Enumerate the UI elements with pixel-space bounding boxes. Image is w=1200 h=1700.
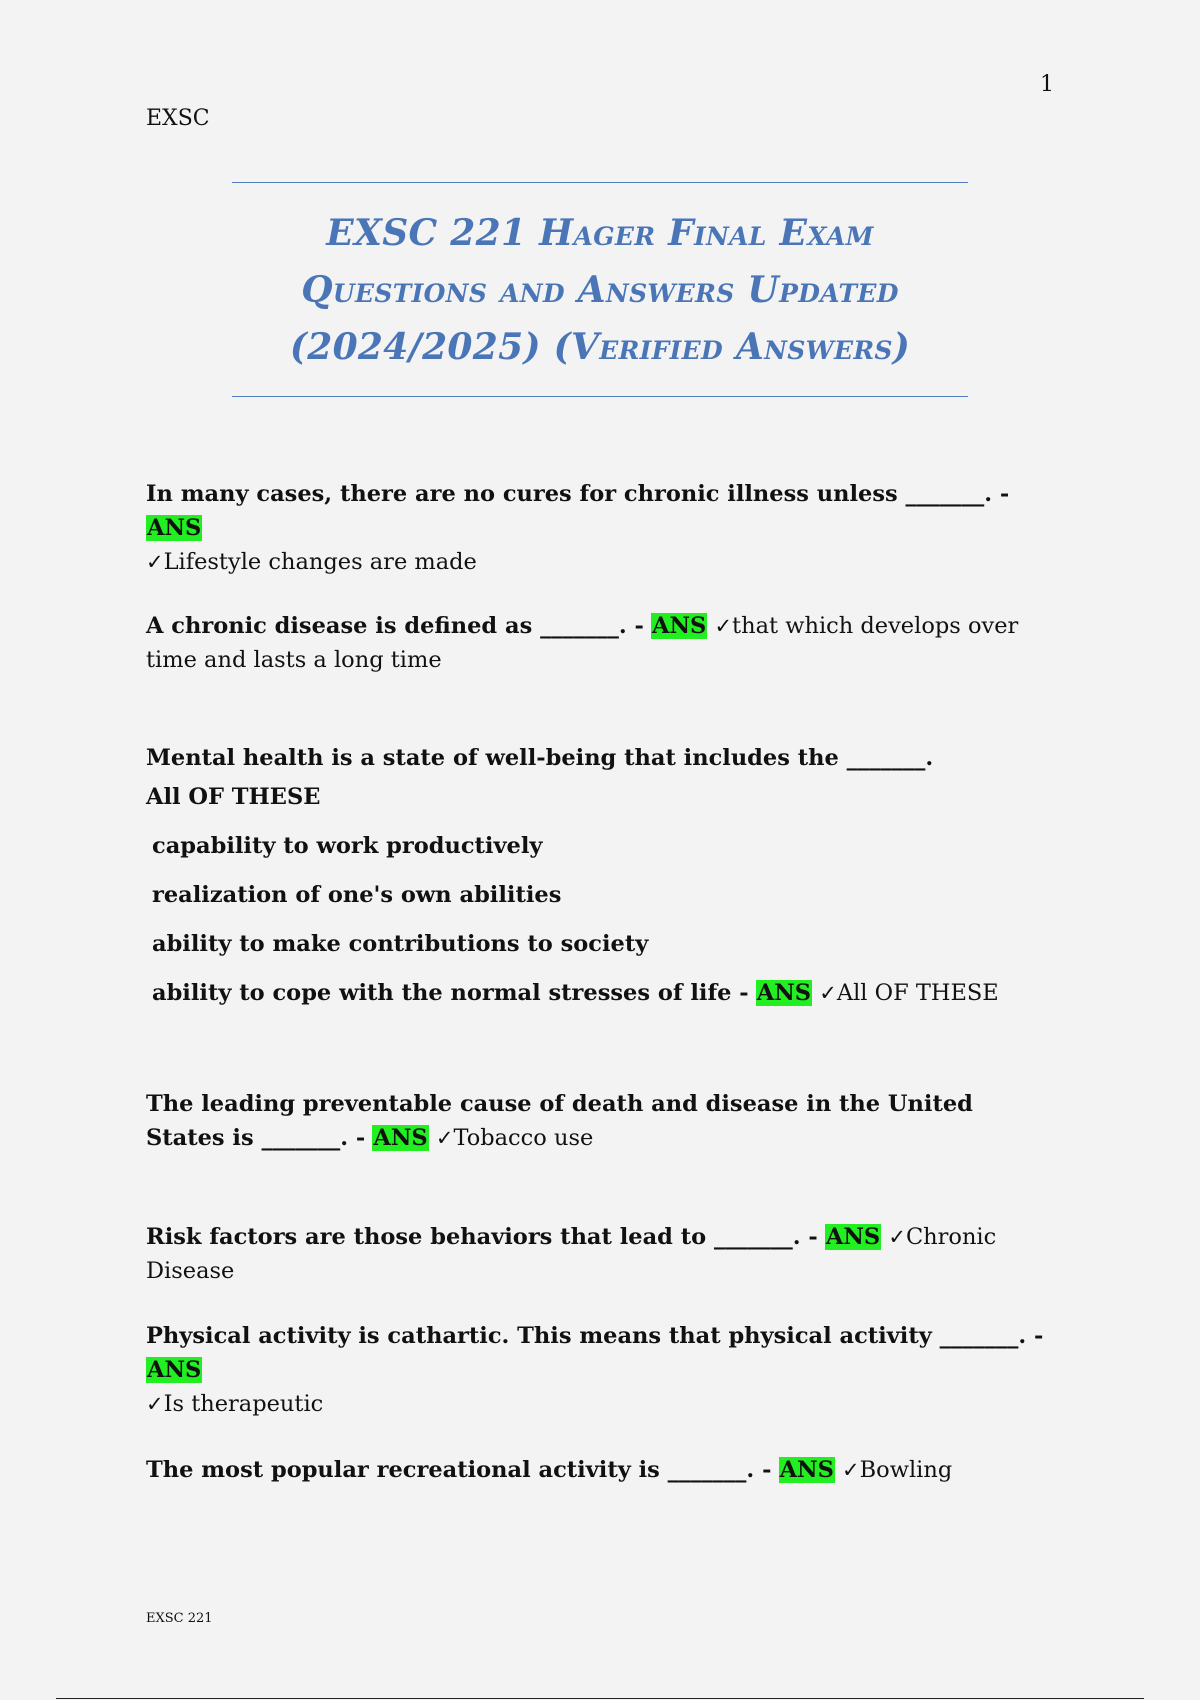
ans-label: ANS <box>147 1357 202 1383</box>
question-text: Physical activity is cathartic. This means that physical activity _______. - <box>146 1323 1044 1349</box>
checkmark-icon: ✓ <box>714 614 733 638</box>
title-line-2: Questions and Answers Updated <box>301 269 899 311</box>
checkmark-icon: ✓ <box>146 550 164 574</box>
answer-text: All OF THESE <box>836 980 999 1006</box>
qa-item-1 <box>146 477 1046 579</box>
option-item: All OF THESE <box>146 784 321 810</box>
checkmark-icon: ✓ <box>888 1225 906 1249</box>
title-line-1: EXSC 221 Hager Final Exam <box>326 212 874 254</box>
qa-item-2 <box>146 609 1046 677</box>
option-item: realization of one's own abilities <box>152 882 562 908</box>
option-item: capability to work productively <box>152 833 543 859</box>
question-text: Risk factors are those behaviors that lead to _______. - <box>146 1224 818 1250</box>
checkmark-icon: ✓ <box>842 1458 860 1482</box>
question-text: A chronic disease is defined as _______. - <box>146 613 644 639</box>
question-text: The most popular recreational activity is _______. - <box>146 1457 772 1483</box>
page-number: 1 <box>1040 72 1054 97</box>
question-text: The leading preventable cause of death and disease in the United States is _______. - <box>146 1091 973 1151</box>
answer-text: Chronic Disease <box>146 1224 997 1284</box>
title-line-3: (2024/2025) (Verified Answers) <box>289 326 911 368</box>
answer-text: Lifestyle changes are made <box>163 549 477 575</box>
final-option-row <box>146 969 1046 1018</box>
checkmark-icon: ✓ <box>435 1126 454 1150</box>
answer-text: that which develops over time and lasts a long time <box>146 613 1019 673</box>
checkmark-icon: ✓ <box>146 1392 164 1416</box>
question-text: In many cases, there are no cures for chronic illness unless _______. - <box>146 481 1010 507</box>
qa-item-3 <box>146 741 1046 1018</box>
ans-label: ANS <box>756 980 812 1006</box>
page-header: EXSC <box>146 106 210 131</box>
qa-item-7 <box>146 1453 1046 1487</box>
option-item: ability to make contributions to society <box>152 931 649 957</box>
qa-item-5 <box>146 1220 1046 1288</box>
answer-text: Bowling <box>859 1457 953 1483</box>
option-item: ability to cope with the normal stresses of life - <box>152 980 749 1006</box>
checkmark-icon: ✓ <box>819 981 837 1005</box>
ans-label: ANS <box>652 613 707 639</box>
ans-label: ANS <box>825 1224 881 1250</box>
ans-label: ANS <box>373 1125 428 1151</box>
ans-label: ANS <box>779 1457 834 1483</box>
answer-text: Is therapeutic <box>163 1391 324 1417</box>
document-title <box>232 182 968 397</box>
footer-divider <box>56 1698 1144 1699</box>
page-footer: EXSC 221 <box>146 1611 213 1626</box>
question-text: Mental health is a state of well-being that includes the _______. <box>146 745 934 771</box>
answer-text: Tobacco use <box>453 1125 594 1151</box>
qa-item-4 <box>146 1087 1046 1155</box>
ans-label: ANS <box>147 515 202 541</box>
qa-item-6 <box>146 1319 1046 1421</box>
